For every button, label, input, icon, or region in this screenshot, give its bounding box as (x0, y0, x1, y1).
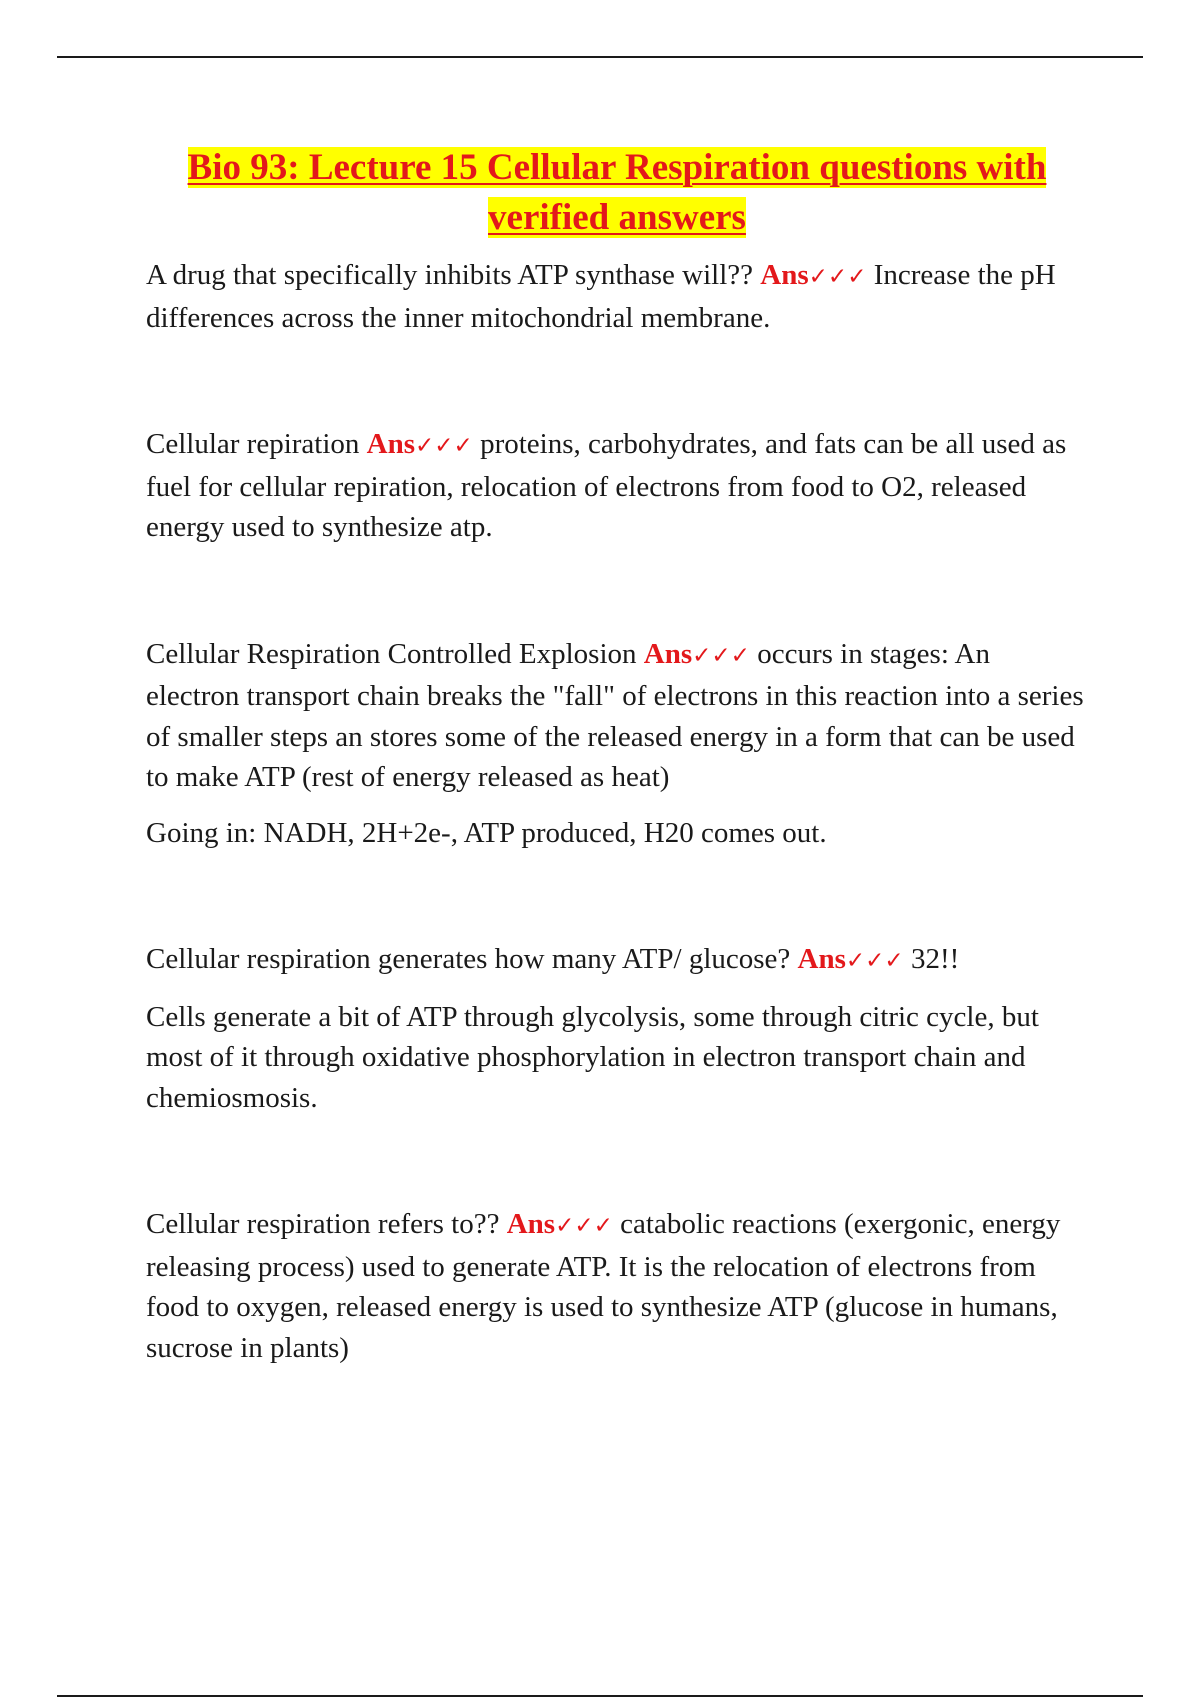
qa-item (146, 939, 1088, 1118)
top-rule (57, 56, 1143, 58)
answer-marker (798, 943, 904, 975)
answer-marker (644, 638, 750, 670)
answer-text: catabolic reactions (exergonic, energy releasing process) used to generate ATP. It is the relocation of electrons from food to oxygen, released energy is used to synthesize ATP (glucose in humans, sucrose in plants) (146, 1208, 1061, 1364)
qa-paragraph (146, 634, 1088, 798)
answer-label: Ans (797, 943, 846, 975)
answer-marker (367, 428, 473, 460)
question-text: Cellular repiration (146, 428, 360, 460)
answer-marker (507, 1208, 613, 1240)
qa-paragraph (146, 255, 1088, 338)
answer-label: Ans (366, 428, 416, 460)
answer-label: Ans (506, 1208, 556, 1240)
checkmark-icon: ✓✓✓ (808, 264, 867, 290)
answer-label: Ans (760, 259, 809, 291)
question-text: Cellular respiration generates how many ATP/ glucose? (146, 943, 791, 975)
qa-item (146, 424, 1088, 548)
checkmark-icon: ✓✓✓ (845, 948, 904, 974)
qa-item (146, 1204, 1088, 1368)
bottom-rule (57, 1695, 1143, 1697)
checkmark-icon: ✓✓✓ (692, 642, 750, 669)
document-body (146, 143, 1088, 1454)
qa-paragraph (146, 939, 1088, 982)
question-text: A drug that specifically inhibits ATP synthase will?? (146, 259, 754, 291)
answer-text: 32!! (910, 943, 960, 975)
document-title-text: Bio 93: Lecture 15 Cellular Respiration questions with verified answers (187, 147, 1047, 238)
question-text: Cellular Respiration Controlled Explosion (146, 637, 637, 670)
qa-paragraph (146, 424, 1088, 548)
qa-item (146, 255, 1088, 338)
answer-note: Cells generate a bit of ATP through glycolysis, some through citric cycle, but most of it through oxidative phosphorylation in electron transport chain and chemiosmosis. (146, 1000, 1039, 1114)
answer-text: Increase the pH differences across the inner mitochondrial membrane. (146, 259, 1056, 334)
answer-text: occurs in stages: An electron transport chain breaks the "fall" of electrons in this reaction into a series of smaller steps an stores some of the released energy in a form that can be used to make ATP (rest of energy released as heat) (146, 637, 1084, 793)
answer-text: proteins, carbohydrates, and fats can be all used as fuel for cellular repiration, relocation of electrons from food to O2, released energy used to synthesize atp. (146, 428, 1067, 543)
checkmark-icon: ✓✓✓ (555, 1213, 613, 1239)
answer-note: Going in: NADH, 2H+2e-, ATP produced, H20 comes out. (146, 816, 827, 849)
checkmark-icon: ✓✓✓ (415, 433, 473, 459)
answer-marker (760, 259, 866, 291)
document-title (146, 143, 1088, 243)
qa-item (146, 634, 1088, 854)
answer-label: Ans (643, 637, 693, 670)
question-text: Cellular respiration refers to?? (146, 1208, 500, 1240)
qa-list (146, 255, 1088, 1368)
qa-paragraph (146, 1204, 1088, 1368)
